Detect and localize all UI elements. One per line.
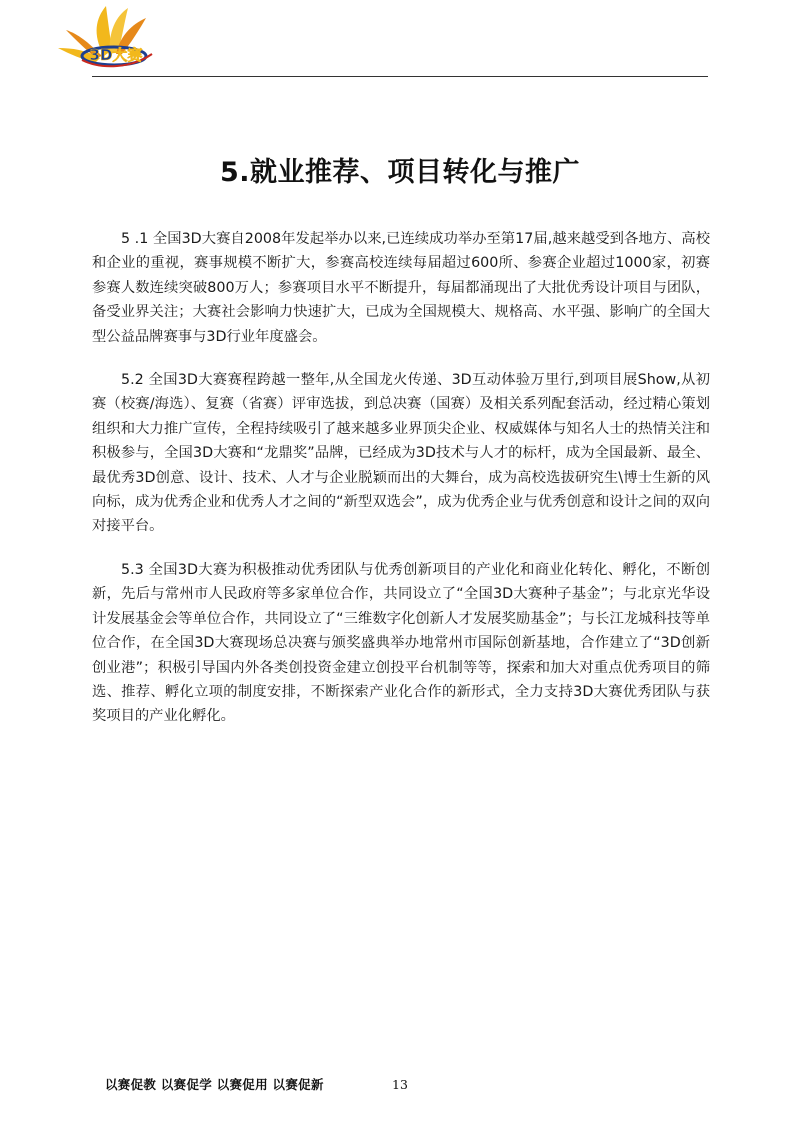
footer-slogan: 以赛促教 以赛促学 以赛促用 以赛促新 <box>105 1077 324 1092</box>
paragraph-5-1: 5 .1 全国3D大赛自2008年发起举办以来,已连续成功举办至第17届,越来越受到各地方、高校和企业的重视，赛事规模不断扩大，参赛高校连续每届超过600所、参赛企业超过1000家，初赛参赛人数连续突破800万人；参赛项目水平不断提升，每届都涌现出了大批优秀设计项目与团队，备受业界关注；大赛社会影响力快速扩大，已成为全国规模大、规格高、水平强、影响广的全国大型公益品牌赛事与3D行业年度盛会。 <box>92 231 710 345</box>
document-body <box>92 227 710 748</box>
3d-competition-logo <box>52 4 170 74</box>
page-number: 13 <box>392 1077 408 1092</box>
paragraph-5-2: 5.2 全国3D大赛赛程跨越一整年,从全国龙火传递、3D互动体验万里行,到项目展Show,从初赛（校赛/海选）、复赛（省赛）评审选拔，到总决赛（国赛）及相关系列配套活动，经过精心策划组织和大力推广宣传，全程持续吸引了越来越多业界顶尖企业、权威媒体与知名人士的热情关注和积极参与，全国3D大赛和“龙鼎奖”品牌，已经成为3D技术与人才的标杆，成为全国最新、最全、最优秀3D创意、设计、技术、人才与企业脱颖而出的大舞台，成为高校选拔研究生\博士生新的风向标，成为优秀企业和优秀人才之间的“新型双选会”，成为优秀企业与优秀创意和设计之间的双向对接平台。 <box>92 372 710 535</box>
paragraph-5-3: 5.3 全国3D大赛为积极推动优秀团队与优秀创新项目的产业化和商业化转化、孵化，不断创新，先后与常州市人民政府等多家单位合作，共同设立了“全国3D大赛种子基金”；与北京光华设计发展基金会等单位合作，共同设立了“三维数字化创新人才发展奖励基金”；与长江龙城科技等单位合作，在全国3D大赛现场总决赛与颁奖盛典举办地常州市国际创新基地，合作建立了“3D创新创业港”；积极引导国内外各类创投资金建立创投平台机制等等，探索和加大对重点优秀项目的筛选、推荐、孵化立项的制度安排，不断探索产业化合作的新形式，全力支持3D大赛优秀团队与获奖项目的产业化孵化。 <box>92 561 710 725</box>
logo-text: 3D大赛 <box>89 46 143 64</box>
page-title: 5.就业推荐、项目转化与推广 <box>219 157 581 188</box>
header-divider <box>92 76 708 77</box>
